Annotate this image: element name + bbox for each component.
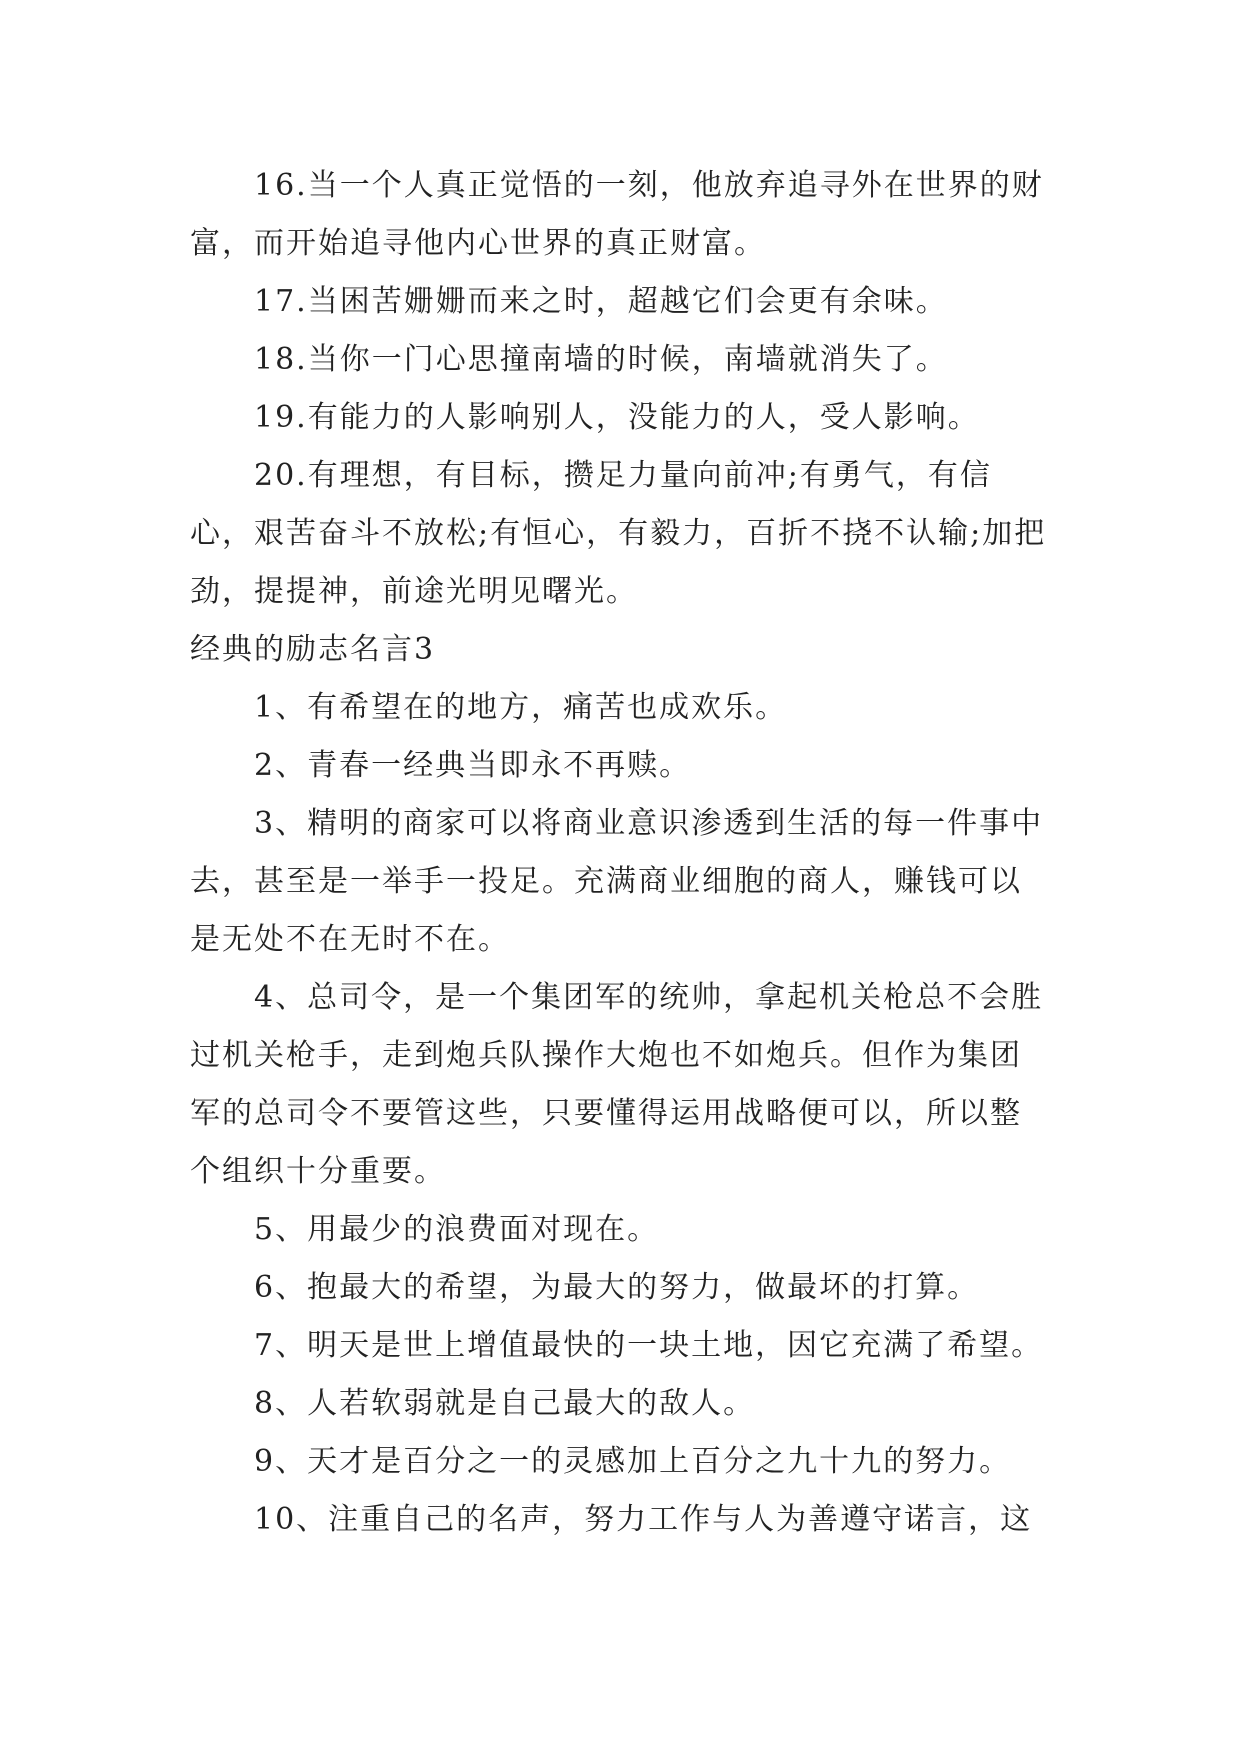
section-item-7: 7、明天是世上增值最快的一块土地，因它充满了希望。 [254,1328,1044,1363]
section-item-8: 8、人若软弱就是自己最大的敌人。 [254,1386,756,1421]
section-item-3: 3、精明的商家可以将商业意识渗透到生活的每一件事中去，甚至是一举手一投足。充满商业细胞的商人，赚钱可以是无处不在无时不在。 [190,806,1044,957]
quote-19: 19.有能力的人影响别人，没能力的人，受人影响。 [254,400,980,435]
document-body [190,157,1050,1549]
quote-20: 20.有理想，有目标，攒足力量向前冲;有勇气，有信心，艰苦奋斗不放松;有恒心，有毅力，百折不挠不认输;加把劲，提提神，前途光明见曙光。 [190,458,1047,609]
section-heading: 经典的励志名言3 [190,632,436,667]
quote-18: 18.当你一门心思撞南墙的时候，南墙就消失了。 [254,342,948,377]
section-item-9: 9、天才是百分之一的灵感加上百分之九十九的努力。 [254,1444,1012,1479]
section-item-6: 6、抱最大的希望，为最大的努力，做最坏的打算。 [254,1270,980,1305]
quote-17: 17.当困苦姗姗而来之时，超越它们会更有余味。 [254,284,948,319]
section-item-4: 4、总司令，是一个集团军的统帅，拿起机关枪总不会胜过机关枪手，走到炮兵队操作大炮也不如炮兵。但作为集团军的总司令不要管这些，只要懂得运用战略便可以，所以整个组织十分重要。 [190,980,1044,1189]
section-item-2: 2、青春一经典当即永不再赎。 [254,748,692,783]
section-item-5: 5、用最少的浪费面对现在。 [254,1212,660,1247]
quote-16: 16.当一个人真正觉悟的一刻，他放弃追寻外在世界的财富，而开始追寻他内心世界的真正财富。 [190,168,1044,261]
section-item-10: 10、注重自己的名声，努力工作与人为善遵守诺言，这 [254,1502,1033,1537]
section-item-1: 1、有希望在的地方，痛苦也成欢乐。 [254,690,788,725]
